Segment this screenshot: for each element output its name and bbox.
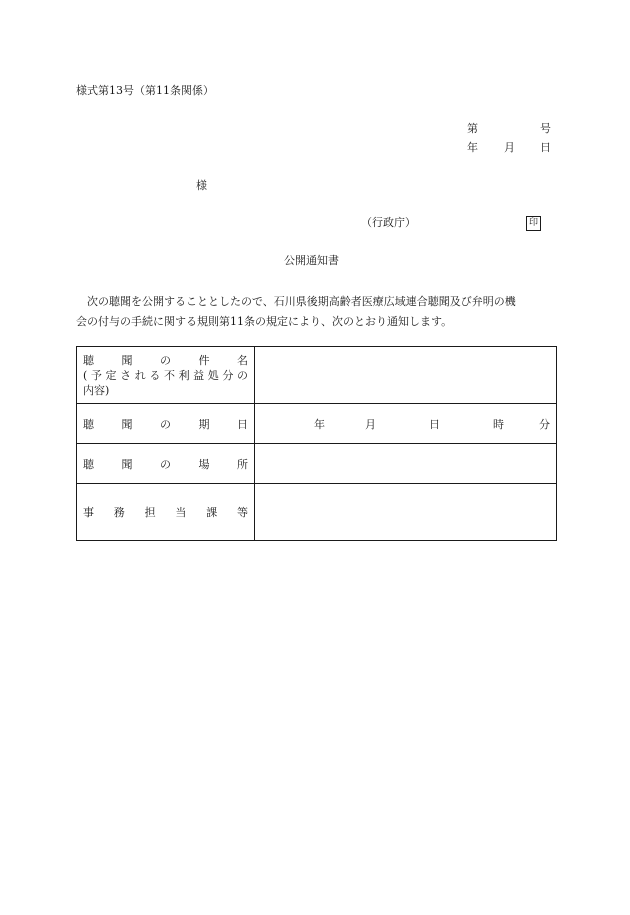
date-day-unit: 日 [429,417,440,431]
table-row-date [77,404,557,444]
sender-label: （行政庁） [361,216,416,229]
label-place: 聴 聞 の 場 所 [77,444,255,484]
date-year-unit: 年 [314,417,325,431]
date-year: 年 [467,141,478,154]
date-minute-unit: 分 [539,417,550,431]
body-line-1: 次の聴聞を公開することとしたので、石川県後期高齢者医療広域連合聴聞及び弁明の機 [76,295,516,308]
table-row-subject [77,347,557,404]
value-place[interactable] [255,444,557,484]
table-row-office [77,484,557,541]
notice-table [76,346,557,541]
label-subject-sub: ( 予 定 さ れ る 不 利 益 処 分 の [83,368,248,382]
doc-number-dai: 第 [467,122,478,135]
date-month: 月 [504,141,515,154]
table-row-place [77,444,557,484]
label-date: 聴 聞 の 期 日 [77,404,255,444]
label-subject: 聴 聞 の 件 名 ( 予 定 さ れ る 不 利 益 処 分 の 内容) [77,347,255,404]
seal-mark: 印 [526,216,541,231]
label-office: 事 務 担 当 課 等 [77,484,255,541]
document-title: 公開通知書 [284,254,339,267]
body-paragraph [76,292,556,332]
value-subject[interactable] [255,347,557,404]
date-month-unit: 月 [365,417,376,431]
body-line-2: 会の付与の手続に関する規則第11条の規定により、次のとおり通知します。 [76,315,453,328]
date-hour-unit: 時 [493,417,504,431]
doc-number-go: 号 [540,122,551,135]
form-number: 様式第13号（第11条関係） [76,84,214,97]
addressee-suffix: 様 [196,179,207,192]
date-day: 日 [540,141,551,154]
value-date[interactable] [255,404,557,444]
value-office[interactable] [255,484,557,541]
